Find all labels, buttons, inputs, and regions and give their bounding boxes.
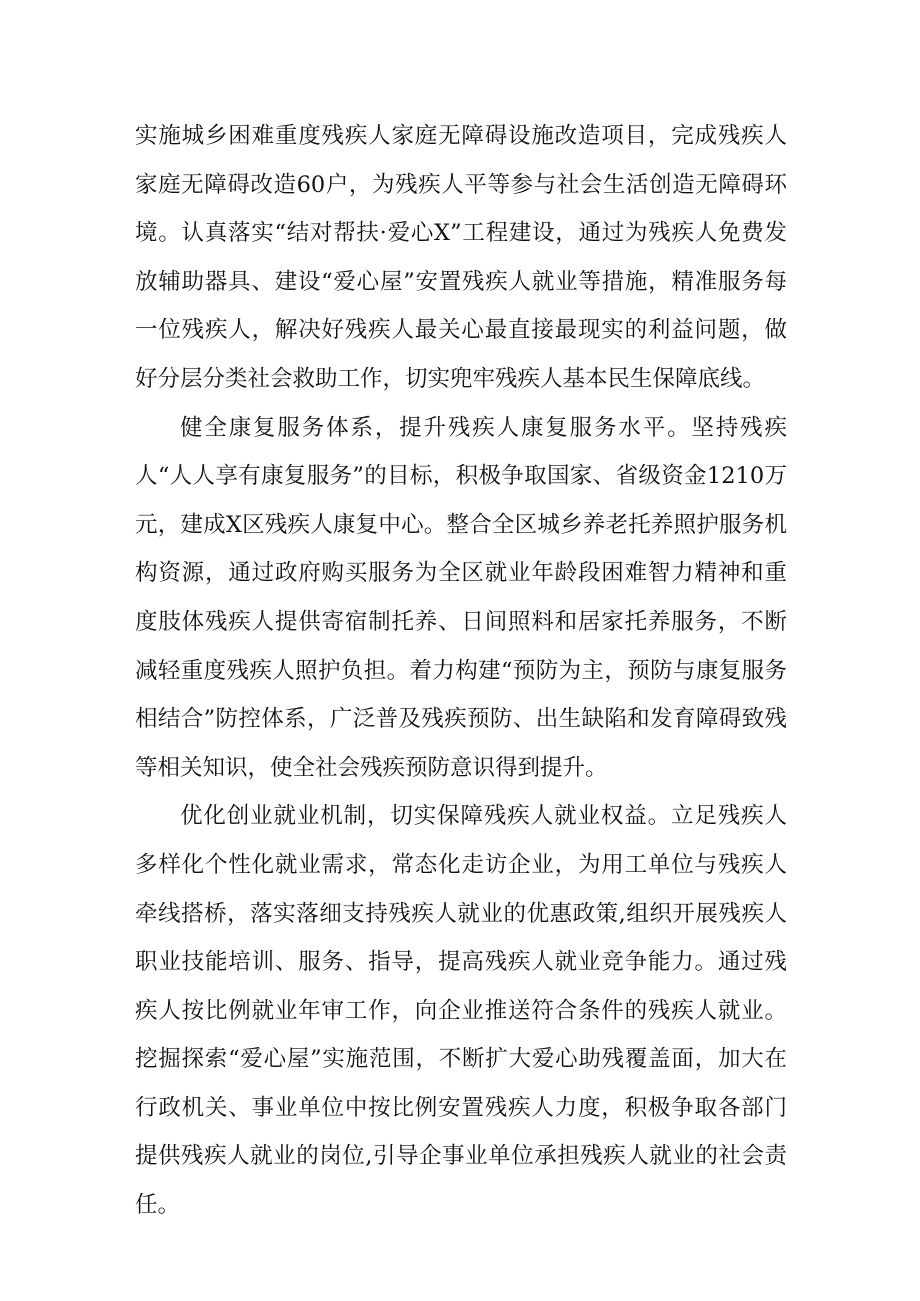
paragraph-employment: 优化创业就业机制，切实保障残疾人就业权益。立足残疾人多样化个性化就业需求，常态化走访企业，为用工单位与残疾人牵线搭桥，落实落细支持残疾人就业的优惠政策,组织开展残疾人职业技能培训、服务、指导，提高残疾人就业竞争能力。通过残疾人按比例就业年审工作，向企业推送符合条件的残疾人就业。挖掘探索“爱心屋”实施范围，不断扩大爱心助残覆盖面，加大在行政机关、事业单位中按比例安置残疾人力度，积极争取各部门提供残疾人就业的岗位,引导企事业单位承担残疾人就业的社会责任。 (135, 803, 787, 1219)
document-page (135, 112, 787, 1230)
paragraph-rehabilitation: 健全康复服务体系，提升残疾人康复服务水平。坚持残疾人“人人享有康复服务”的目标，积极争取国家、省级资金1210万元，建成X区残疾人康复中心。整合全区城乡养老托养照护服务机构资源，通过政府购买服务为全区就业年龄段困难智力精神和重度肢体残疾人提供寄宿制托养、日间照料和居家托养服务，不断减轻重度残疾人照护负担。着力构建“预防为主，预防与康复服务相结合”防控体系，广泛普及残疾预防、出生缺陷和发育障碍致残等相关知识，使全社会残疾预防意识得到提升。 (135, 414, 787, 781)
paragraph-accessibility: 实施城乡困难重度残疾人家庭无障碍设施改造项目，完成残疾人家庭无障碍改造60户，为残疾人平等参与社会生活创造无障碍环境。认真落实“结对帮扶·爱心X”工程建设，通过为残疾人免费发放辅助器具、建设“爱心屋”安置残疾人就业等措施，精准服务每一位残疾人，解决好残疾人最关心最直接最现实的利益问题，做好分层分类社会救助工作，切实兜牢残疾人基本民生保障底线。 (135, 123, 787, 392)
